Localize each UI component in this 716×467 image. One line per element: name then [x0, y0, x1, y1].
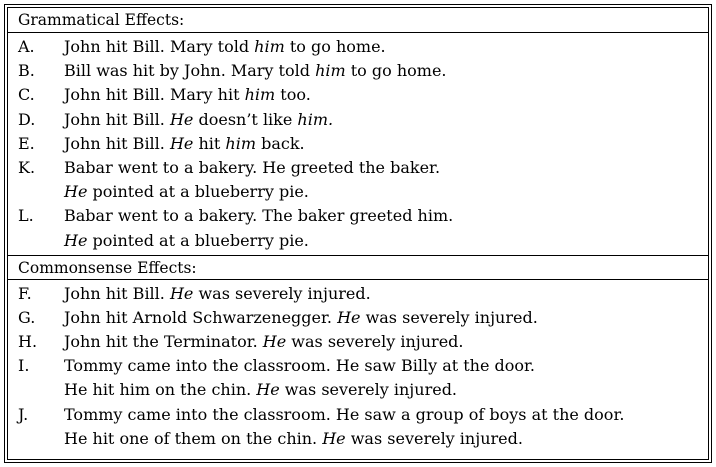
- sentence-fragment: John hit the Terminator.: [64, 332, 263, 352]
- italic-pronoun: him: [315, 61, 346, 81]
- example-label: I.: [18, 356, 30, 376]
- example-label: D.: [18, 109, 36, 129]
- example-sentence: [64, 306, 708, 330]
- sentence-fragment: John hit Bill.: [64, 133, 170, 153]
- example-label: C.: [18, 85, 35, 105]
- italic-pronoun: him: [225, 133, 257, 153]
- sentence-fragment: was severely injured.: [360, 307, 538, 327]
- sentence-fragment: Bill was hit by John. Mary told: [64, 61, 316, 81]
- example-label: E.: [18, 133, 35, 153]
- sentence-fragment: Tommy came into the classroom. He saw a group of boys at the door.: [64, 404, 625, 424]
- examples-table: [4, 4, 712, 463]
- example-sentence: [64, 282, 708, 306]
- example-sentence: [64, 330, 708, 354]
- example-label: [8, 229, 64, 253]
- example-row: [8, 354, 708, 378]
- example-sentence: [64, 403, 708, 427]
- italic-pronoun: He: [169, 133, 194, 153]
- example-row: [8, 427, 708, 451]
- example-sentence: [64, 180, 708, 204]
- sentence-fragment: Babar went to a bakery. He greeted the baker.: [64, 157, 441, 177]
- italic-pronoun: He: [169, 109, 194, 129]
- italic-pronoun: him: [254, 37, 285, 56]
- example-sentence: [64, 132, 708, 156]
- sentence-fragment: too.: [275, 85, 311, 105]
- sentence-fragment: to go home.: [345, 61, 447, 81]
- sentence-fragment: John hit Bill.: [64, 109, 170, 129]
- example-row: [8, 204, 708, 228]
- example-row: [8, 156, 708, 180]
- example-row: [8, 229, 708, 253]
- example-row: [8, 282, 708, 306]
- sentence-fragment: back.: [256, 133, 305, 153]
- sentence-fragment: was severely injured.: [286, 332, 464, 352]
- italic-pronoun: He: [256, 380, 280, 400]
- italic-pronoun: He: [64, 182, 88, 202]
- example-label: B.: [18, 61, 35, 81]
- sentence-fragment: He hit one of them on the chin.: [64, 428, 323, 448]
- sentence-fragment: pointed at a blueberry pie.: [87, 182, 309, 202]
- example-label: J.: [18, 404, 29, 424]
- example-row: [8, 403, 708, 427]
- sentence-fragment: He hit him on the chin.: [64, 380, 257, 400]
- sentence-fragment: John hit Bill. Mary hit: [64, 85, 245, 105]
- sentence-fragment: pointed at a blueberry pie.: [87, 230, 309, 250]
- sentence-fragment: Babar went to a bakery. The baker greeted him.: [64, 206, 454, 226]
- grammatical-effects-rows: [8, 33, 708, 255]
- italic-pronoun: him: [244, 85, 276, 105]
- example-label: [8, 180, 64, 204]
- example-label: K.: [18, 157, 36, 177]
- examples-table-inner-border: [7, 7, 709, 460]
- example-row: [8, 330, 708, 354]
- example-sentence: [64, 156, 708, 180]
- sentence-fragment: John hit Bill.: [64, 283, 170, 303]
- italic-pronoun: He: [64, 230, 88, 250]
- sentence-fragment: was severely injured.: [193, 283, 371, 303]
- commonsense-effects-rows: [8, 280, 708, 453]
- example-sentence: [64, 354, 708, 378]
- italic-pronoun: He: [322, 428, 346, 448]
- example-row: [8, 378, 708, 402]
- italic-pronoun: him.: [297, 109, 334, 129]
- italic-pronoun: He: [169, 283, 194, 303]
- sentence-fragment: hit: [193, 133, 226, 153]
- example-label: A.: [18, 37, 35, 56]
- italic-pronoun: He: [262, 332, 287, 352]
- example-sentence: [64, 204, 708, 228]
- example-label: H.: [18, 332, 38, 352]
- commonsense-effects-header: Commonsense Effects:: [8, 255, 708, 280]
- example-row: [8, 59, 708, 83]
- example-label: [8, 378, 64, 402]
- italic-pronoun: He: [337, 307, 361, 327]
- grammatical-effects-header: Grammatical Effects:: [8, 8, 708, 33]
- example-row: [8, 83, 708, 107]
- sentence-fragment: to go home.: [284, 37, 386, 56]
- sentence-fragment: was severely injured.: [279, 380, 458, 400]
- example-row: [8, 306, 708, 330]
- example-label: G.: [18, 307, 36, 327]
- example-sentence: [64, 378, 708, 402]
- example-row: [8, 180, 708, 204]
- example-sentence: [64, 83, 708, 107]
- example-row: [8, 35, 708, 59]
- example-row: [8, 132, 708, 156]
- example-label: [8, 427, 64, 451]
- sentence-fragment: Tommy came into the classroom. He saw Billy at the door.: [64, 356, 536, 376]
- sentence-fragment: John hit Arnold Schwarzenegger.: [64, 307, 338, 327]
- sentence-fragment: John hit Bill. Mary told: [64, 37, 255, 56]
- example-label: L.: [18, 206, 34, 226]
- example-sentence: [64, 427, 708, 451]
- sentence-fragment: doesn’t like: [193, 109, 298, 129]
- sentence-fragment: was severely injured.: [345, 428, 523, 448]
- example-sentence: [64, 108, 708, 132]
- example-sentence: [64, 229, 708, 253]
- example-label: F.: [18, 283, 32, 303]
- example-sentence: [64, 59, 708, 83]
- example-row: [8, 108, 708, 132]
- example-sentence: [64, 35, 708, 59]
